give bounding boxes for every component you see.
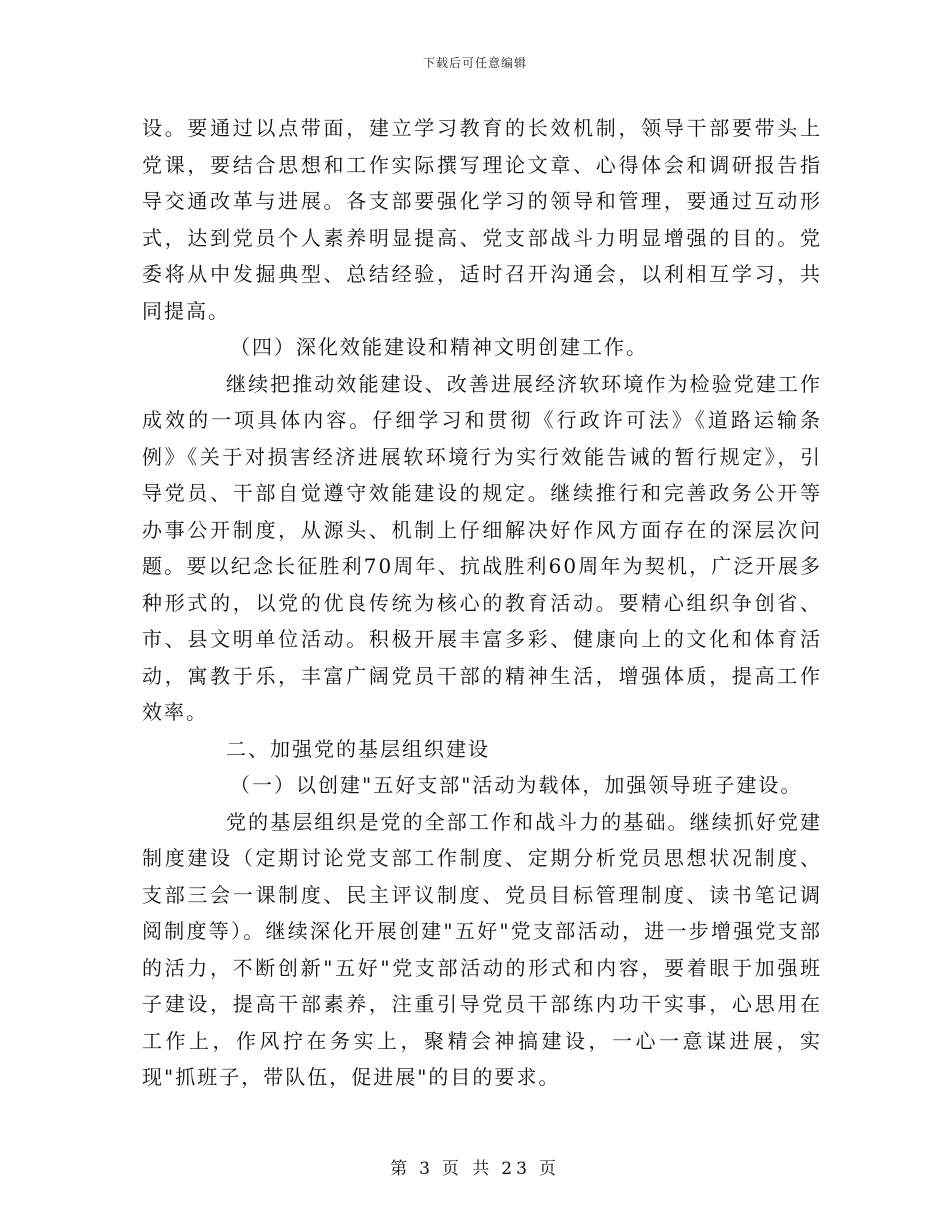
subheading-section-4: （四）深化效能建设和精神文明创建工作。 bbox=[230, 335, 648, 359]
footer-prefix: 第 bbox=[390, 1159, 412, 1179]
footer-page-number: 3 bbox=[419, 1159, 434, 1179]
page-header: 下载后可任意编辑 bbox=[422, 56, 527, 70]
paragraph-efficiency: 继续把推动效能建设、改善进展经济软环境作为检验党建工作成效的一项具体内容。仔细学习和贯彻《行政许可法》《道路运输条例》《关于对损害经济进展软环境行为实行效能告诫的暂行规定》，引导党员、干部自觉遵守效能建设的规定。继续推行和完善政务公开等办事公开制度，从源头、机制上仔细解决好作风方面存在的深层次问题。要以纪念长征胜利70周年、抗战胜利60周年为契机，广泛开展多种形式的，以党的优良传统为核心的教育活动。要精心组织争创省、市、县文明单位活动。积极开展丰富多彩、健康向上的文化和体育活动，寓教于乐，丰富广阔党员干部的精神生活，增强体质，提高工作效率。 bbox=[142, 371, 822, 724]
heading-section-2: 二、加强党的基层组织建设 bbox=[226, 736, 490, 761]
paragraph-continued: 设。要通过以点带面，建立学习教育的长效机制，领导干部要带头上党课，要结合思想和工作实际撰写理论文章、心得体会和调研报告指导交通改革与进展。各支部要强化学习的领导和管理，要通过互动形式，达到党员个人素养明显提高、党支部战斗力明显增强的目的。党委将从中发掘典型、总结经验，适时召开沟通会，以利相互学习，共同提高。 bbox=[142, 116, 822, 323]
subheading-section-2-1: （一）以创建"五好支部"活动为载体，加强领导班子建设。 bbox=[230, 773, 803, 797]
footer-suffix: 页 bbox=[538, 1159, 560, 1179]
paragraph-grassroots: 党的基层组织是党的全部工作和战斗力的基础。继续抓好党建制度建设（定期讨论党支部工作制度、定期分析党员思想状况制度、支部三会一课制度、民主评议制度、党员目标管理制度、读书笔记调阅制度等）。继续深化开展创建"五好"党支部活动，进一步增强党支部的活力，不断创新"五好"党支部活动的形式和内容，要着眼于加强班子建设，提高干部素养，注重引导党员干部练内功干实事，心思用在工作上，作风拧在务实上，聚精会神搞建设，一心一意谋进展，实现"抓班子，带队伍，促进展"的目的要求。 bbox=[142, 809, 822, 1089]
page-footer bbox=[0, 1154, 950, 1179]
document-body bbox=[142, 110, 822, 1096]
footer-middle: 页 共 bbox=[441, 1159, 494, 1179]
footer-total-pages: 23 bbox=[501, 1159, 531, 1179]
